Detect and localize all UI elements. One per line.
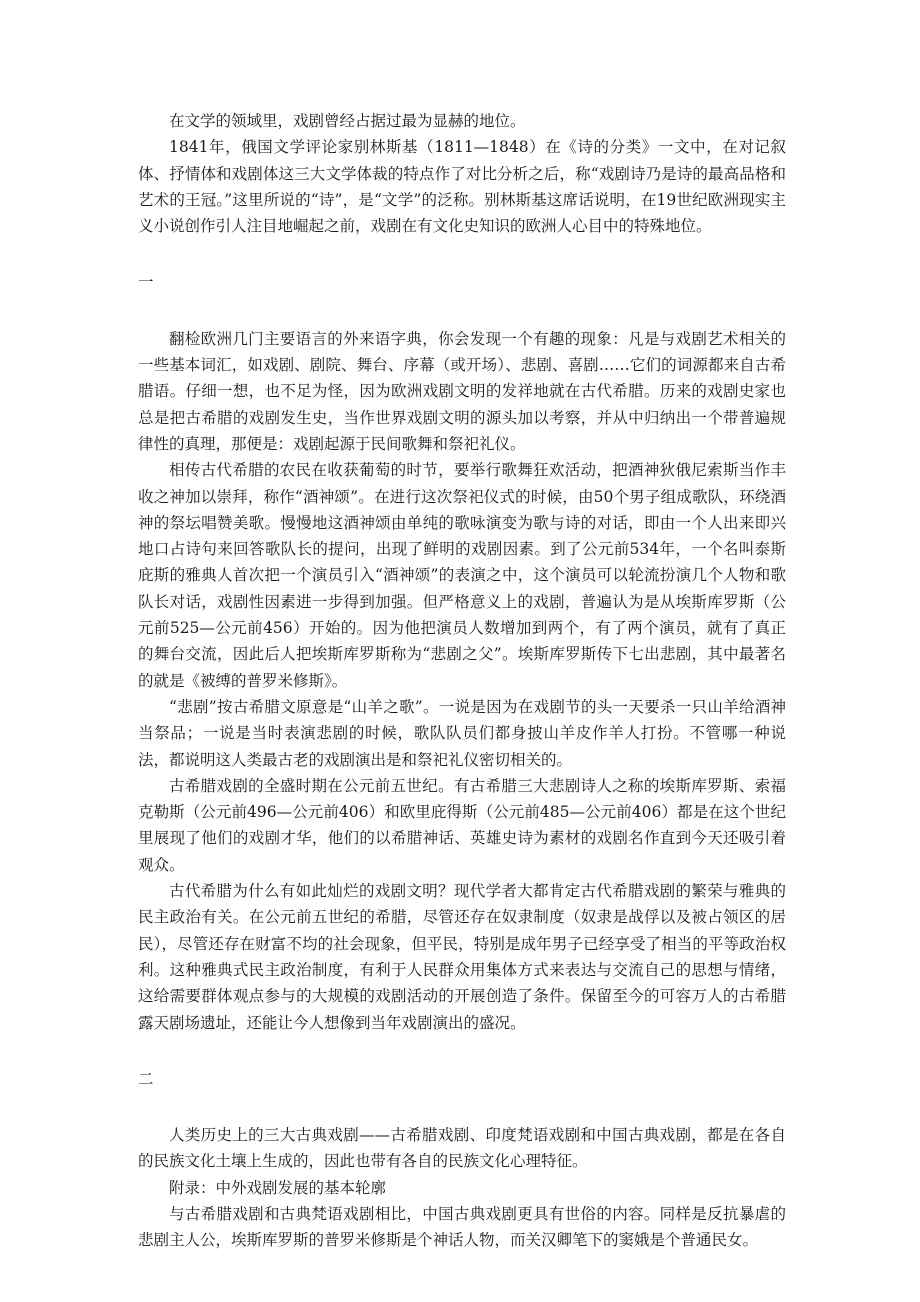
document-body <box>138 108 786 1254</box>
paragraph: 古希腊戏剧的全盛时期在公元前五世纪。有古希腊三大悲剧诗人之称的埃斯库罗斯、索福克勒斯（公元前496—公元前406）和欧里庇得斯（公元前485—公元前406）都是在这个世纪里展现了他们的戏剧才华，他们的以希腊神话、英雄史诗为素材的戏剧名作直到今天还吸引着观众。 <box>138 776 786 874</box>
appendix-title: 附录：中外戏剧发展的基本轮廓 <box>169 1178 387 1197</box>
paragraph: “悲剧”按古希腊文原意是“山羊之歌”。一说是因为在戏剧节的头一天要杀一只山羊给酒神当祭品；一说是当时表演悲剧的时候，歌队队员们都身披山羊皮作羊人打扮。不管哪一种说法，都说明这人类最古老的戏剧演出是和祭祀礼仪密切相关的。 <box>138 697 786 769</box>
section-heading-2: 二 <box>138 1069 154 1088</box>
paragraph: 与古希腊戏剧和古典梵语戏剧相比，中国古典戏剧更具有世俗的内容。同样是反抗暴虐的悲剧主人公，埃斯库罗斯的普罗米修斯是个神话人物，而关汉卿笔下的窦娥是个普通民女。 <box>138 1204 786 1250</box>
paragraph: 在文学的领域里，戏剧曾经占据过最为显赫的地位。 <box>169 112 526 130</box>
paragraph: 1841年，俄国文学评论家别林斯基（1811—1848）在《诗的分类》一文中，在对记叙体、抒情体和戏剧体这三大文学体裁的特点作了对比分析之后，称“戏剧诗乃是诗的最高品格和艺术的王冠。”这里所说的“诗”，是“文学”的泛称。别林斯基这席话说明，在19世纪欧洲现实主义小说创作引人注目地崛起之前，戏剧在有文化史知识的欧洲人心目中的特殊地位。 <box>138 138 786 236</box>
paragraph: 人类历史上的三大古典戏剧——古希腊戏剧、印度梵语戏剧和中国古典戏剧，都是在各自的民族文化土壤上生成的，因此也带有各自的民族文化心理特征。 <box>138 1126 786 1171</box>
paragraph: 古代希腊为什么有如此灿烂的戏剧文明？现代学者大都肯定古代希腊戏剧的繁荣与雅典的民主政治有关。在公元前五世纪的希腊，尽管还存在奴隶制度（奴隶是战俘以及被占领区的居民），尽管还存在财富不均的社会现象，但平民，特别是成年男子已经享受了相当的平等政治权利。这种雅典式民主政治制度，有利于人民群众用集体方式来表达与交流自己的思想与情绪，这给需要群体观点参与的大规模的戏剧活动的开展创造了条件。保留至今的可容万人的古希腊露天剧场遗址，还能让今人想像到当年戏剧演出的盛况。 <box>138 882 786 1032</box>
paragraph: 翻检欧洲几门主要语言的外来语字典，你会发现一个有趣的现象：凡是与戏剧艺术相关的一些基本词汇，如戏剧、剧院、舞台、序幕（或开场）、悲剧、喜剧……它们的词源都来自古希腊语。仔细一想，也不足为怪，因为欧洲戏剧文明的发祥地就在古代希腊。历来的戏剧史家也总是把古希腊的戏剧发生史，当作世界戏剧文明的源头加以考察，并从中归纳出一个带普遍规律性的真理，那便是：戏剧起源于民间歌舞和祭祀礼仪。 <box>138 329 786 453</box>
paragraph: 相传古代希腊的农民在收获葡萄的时节，要举行歌舞狂欢活动，把酒神狄俄尼索斯当作丰收之神加以崇拜，称作“酒神颂”。在进行这次祭祀仪式的时候，由50个男子组成歌队，环绕酒神的祭坛唱赞美歌。慢慢地这酒神颂由单纯的歌咏演变为歌与诗的对话，即由一个人出来即兴地口占诗句来回答歌队长的提问，出现了鲜明的戏剧因素。到了公元前534年，一个名叫泰斯庇斯的雅典人首次把一个演员引入“酒神颂”的表演之中，这个演员可以轮流扮演几个人物和歌队长对话，戏剧性因素进一步得到加强。但严格意义上的戏剧，普遍认为是从埃斯库罗斯（公元前525—公元前456）开始的。因为他把演员人数增加到两个，有了两个演员，就有了真正的舞台交流，因此后人把埃斯库罗斯称为“悲剧之父”。埃斯库罗斯传下七出悲剧，其中最著名的就是《被缚的普罗米修斯》。 <box>138 461 786 690</box>
section-heading-1: 一 <box>138 273 154 292</box>
